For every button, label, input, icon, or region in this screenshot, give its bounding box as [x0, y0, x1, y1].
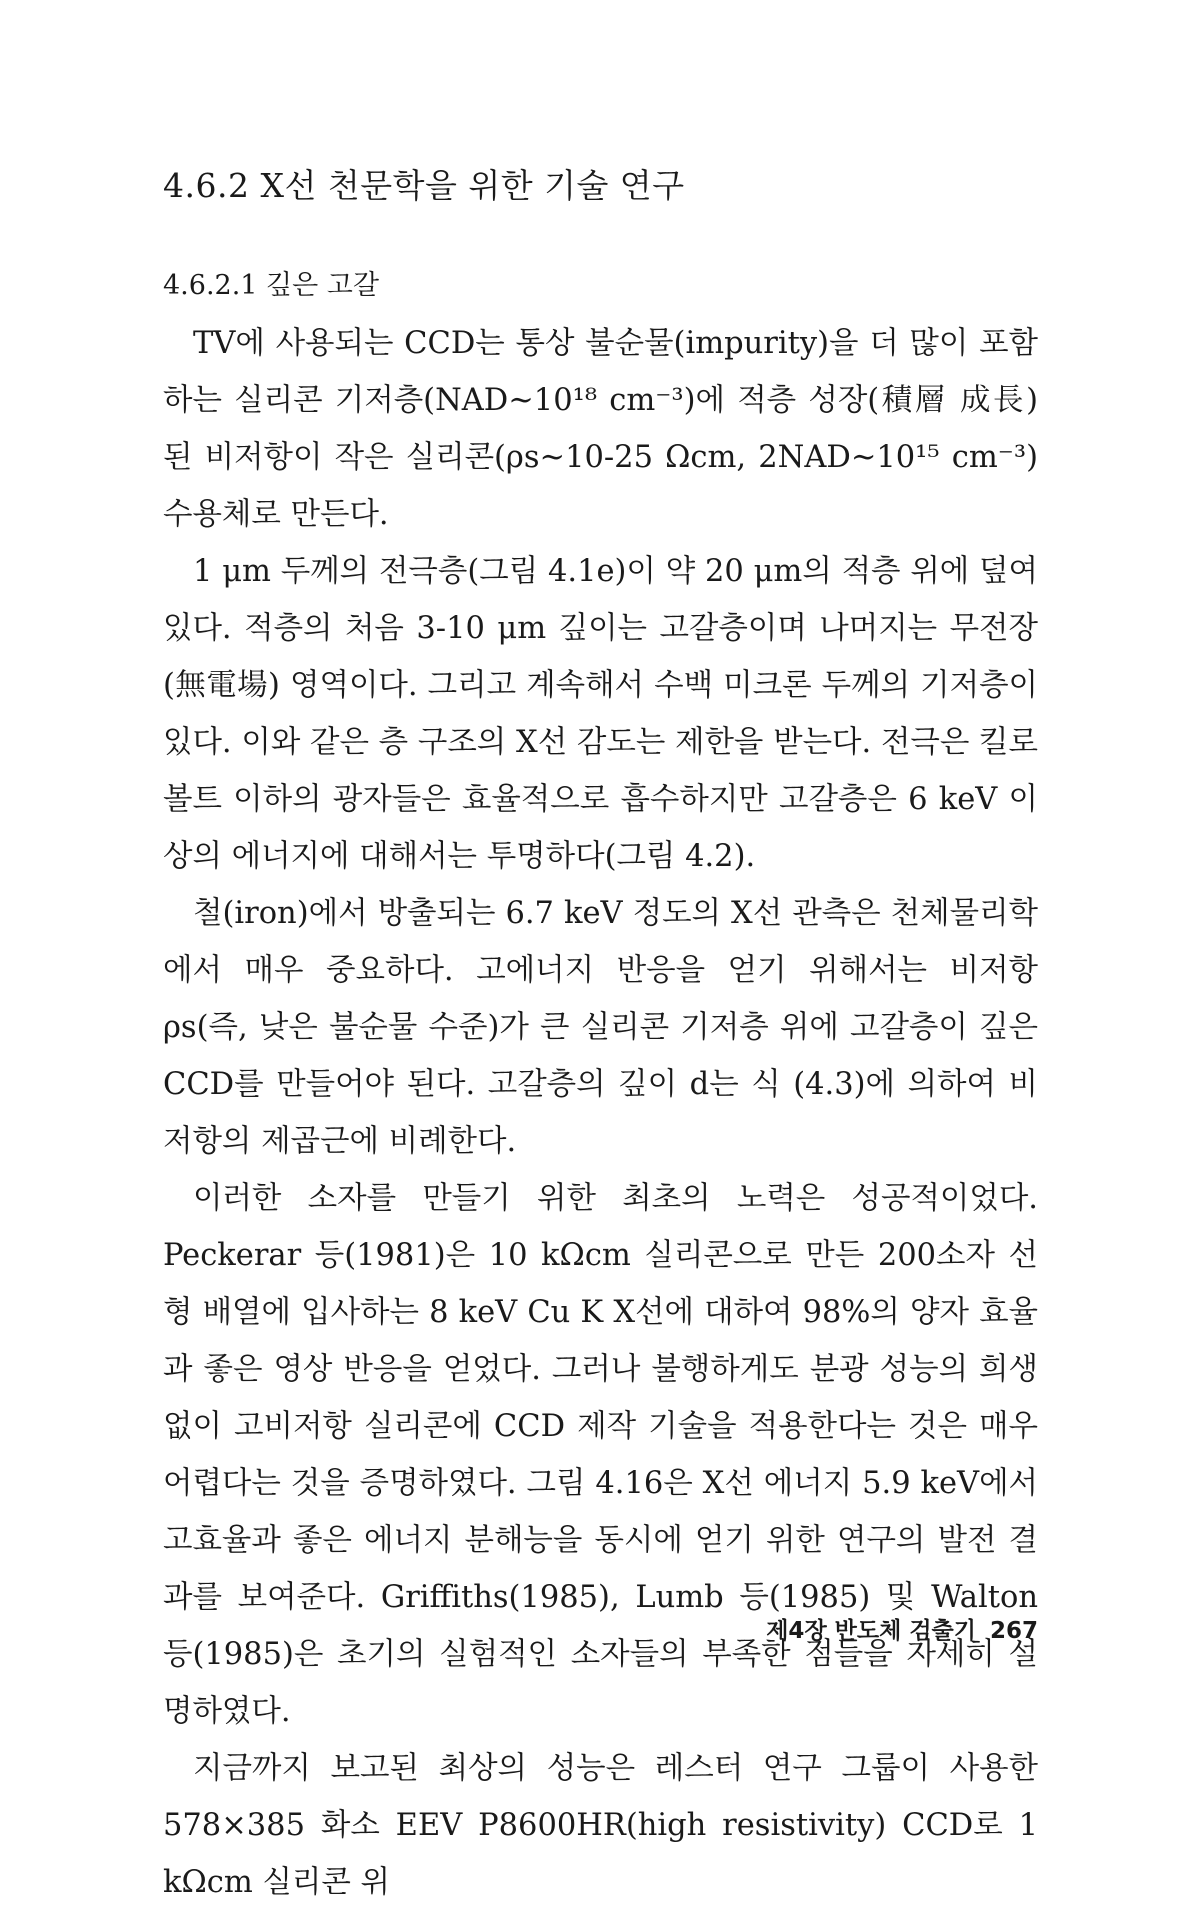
paragraph: 지금까지 보고된 최상의 성능은 레스터 연구 그룹이 사용한 578×385 화소 EEV P8600HR(high resistivity) CCD로 1 kΩcm 실리콘 위 — [163, 1751, 1038, 1900]
chapter-label: 제4장 반도체 검출기 — [766, 1618, 976, 1644]
subsection-title: 4.6.2.1 깊은 고갈 — [163, 270, 379, 301]
section-title: 4.6.2 X선 천문학을 위한 기술 연구 — [163, 166, 685, 205]
paragraph: 1 μm 두께의 전극층(그림 4.1e)이 약 20 μm의 적층 위에 덮여 있다. 적층의 처음 3-10 μm 깊이는 고갈층이며 나머지는 무전장(無電場) 영역이다. 그리고 계속해서 수백 미크론 두께의 기저층이 있다. 이와 같은 층 구조의 X선 감도는 제한을 받는다. 전극은 킬로볼트 이하의 광자들은 효율적으로 흡수하지만 고갈층은 6 keV 이상의 에너지에 대해서는 투명하다(그림 4.2). — [163, 554, 1038, 874]
page-number: 267 — [989, 1618, 1038, 1644]
page-footer — [720, 1612, 1038, 1645]
paragraph: 철(iron)에서 방출되는 6.7 keV 정도의 X선 관측은 천체물리학에서 매우 중요하다. 고에너지 반응을 얻기 위해서는 비저항 ρs(즉, 낮은 불순물 수준)가 큰 실리콘 기저층 위에 고갈층이 깊은 CCD를 만들어야 된다. 고갈층의 깊이 d는 식 (4.3)에 의하여 비저항의 제곱근에 비례한다. — [163, 896, 1038, 1159]
paragraph: TV에 사용되는 CCD는 통상 불순물(impurity)을 더 많이 포함하는 실리콘 기저층(NAD~10¹⁸ cm⁻³)에 적층 성장(積層 成長)된 비저항이 작은 실리콘(ρs~10-25 Ωcm, 2NAD~10¹⁵ cm⁻³) 수용체로 만든다. — [163, 326, 1038, 532]
paragraph: 이러한 소자를 만들기 위한 최초의 노력은 성공적이었다. Peckerar 등(1981)은 10 kΩcm 실리콘으로 만든 200소자 선형 배열에 입사하는 8 keV Cu K X선에 대하여 98%의 양자 효율과 좋은 영상 반응을 얻었다. 그러나 불행하게도 분광 성능의 희생 없이 고비저항 실리콘에 CCD 제작 기술을 적용한다는 것은 매우 어렵다는 것을 증명하였다. 그림 4.16은 X선 에너지 5.9 keV에서 고효율과 좋은 에너지 분해능을 동시에 얻기 위한 연구의 발전 결과를 보여준다. Griffiths(1985), Lumb 등(1985) 및 Walton 등(1985)은 초기의 실험적인 소자들의 부족한 점들을 자세히 설명하였다. — [163, 1181, 1038, 1729]
body-text — [163, 315, 1038, 1911]
